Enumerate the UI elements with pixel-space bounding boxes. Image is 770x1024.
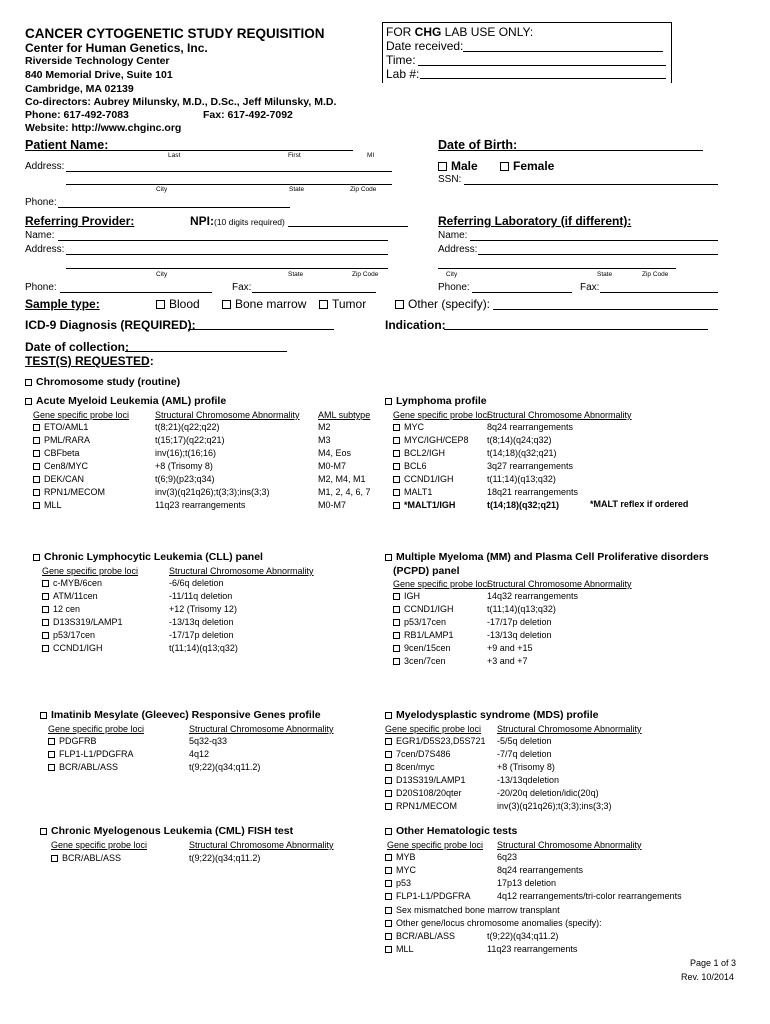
table-cell: 5q32-q33 [189,736,228,746]
probe-checkbox[interactable] [393,437,400,444]
patient-name-field[interactable] [105,150,353,151]
table-cell: -7/7q deletion [497,749,552,759]
aml-header-subtype: AML subtype [318,410,371,420]
lab-address-field-2[interactable] [438,268,676,269]
cll-probe-column [42,577,123,655]
other-heme-abnormality-column-2 [487,930,577,956]
table-cell: t(14;18)(q32;q21) [487,448,557,458]
lab-zip-label: Zip Code [642,271,669,278]
probe-option[interactable]: FLP1-L1/PDGFRA [385,890,471,903]
probe-option[interactable]: FLP1-L1/PDGFRA [48,748,134,761]
tumor-option[interactable]: Tumor [319,297,366,311]
other-heme-option[interactable]: Other Hematologic tests [385,825,517,837]
probe-option[interactable]: PDGFRB [48,735,134,748]
probe-checkbox[interactable] [42,580,49,587]
lab-city-label: City [446,271,458,278]
other-heme-probe-column [385,851,471,903]
probe-option[interactable]: CCND1/IGH [42,642,123,655]
dob-field[interactable] [513,150,703,151]
table-cell: +3 and +7 [487,656,528,666]
probe-checkbox[interactable] [42,632,49,639]
probe-checkbox[interactable] [393,424,400,431]
table-cell: 8q24 rearrangements [487,422,574,432]
table-cell: M1, 2, 4, 6, 7 [318,487,371,497]
mds-checkbox[interactable] [385,712,392,719]
blood-option[interactable]: Blood [156,297,200,311]
address-line1: Riverside Technology Center [25,55,170,67]
address-line2: 840 Memorial Drive, Suite 101 [25,69,173,81]
cll-panel-option[interactable]: Chronic Lymphocytic Leukemia (CLL) panel [33,551,263,563]
other-checkbox[interactable] [395,300,404,309]
provider-state-label: State [288,271,304,278]
ssn-label: SSN: [438,174,462,185]
probe-option[interactable]: BCL2/IGH [393,447,469,460]
probe-checkbox[interactable] [393,476,400,483]
blood-checkbox[interactable] [156,300,165,309]
probe-checkbox[interactable] [385,933,392,940]
date-received-field[interactable] [463,51,663,52]
patient-phone-field[interactable] [58,207,290,208]
mm-panel-option[interactable]: Multiple Myeloma (MM) and Plasma Cell Proliferative disorders [385,551,709,563]
probe-option[interactable]: D13S319/LAMP1 [42,616,123,629]
mi-label: MI [367,152,375,159]
cll-header-abnormality: Structural Chromosome Abnormality [169,566,314,576]
probe-option[interactable]: 9cen/15cen [393,642,454,655]
provider-address-label: Address: [25,244,65,255]
mm-header-abnormality: Structural Chromosome Abnormality [487,579,632,589]
probe-option[interactable]: D13S319/LAMP1 [385,774,486,787]
table-cell: t(11;14)(q13;q32) [169,643,238,653]
provider-phone-label: Phone: [25,282,57,293]
probe-option[interactable]: p53 [385,877,471,890]
probe-option[interactable]: *MALT1/IGH [393,499,469,512]
probe-checkbox[interactable] [393,632,400,639]
icd9-field[interactable] [188,329,334,330]
table-cell: +9 and +15 [487,643,533,653]
other-option[interactable]: Other (specify): [395,297,490,311]
lab-number-field[interactable] [420,78,666,79]
table-cell: t(6;9)(p23;q34) [155,474,215,484]
probe-option[interactable]: ETO/AML1 [33,421,105,434]
mds-header-probe: Gene specific probe loci [385,724,482,734]
lab-number-label: Lab #: [386,67,420,81]
org-name: Center for Human Genetics, Inc. [25,41,208,55]
patient-zip-label: Zip Code [350,186,377,193]
provider-city-label: City [156,271,168,278]
probe-option[interactable]: MLL [33,499,105,512]
cll-header-probe: Gene specific probe loci [42,566,139,576]
table-cell: 11q23 rearrangements [155,500,246,510]
cll-checkbox[interactable] [33,554,40,561]
date-received-label: Date received: [386,39,464,53]
referring-lab-label: Referring Laboratory (if different): [438,214,632,228]
lab-phone-field[interactable] [472,292,572,293]
patient-phone-label: Phone: [25,197,57,208]
table-cell: 6q23 [497,852,518,862]
table-cell: 17p13 deletion [497,878,557,888]
imatinib-profile-option[interactable]: Imatinib Mesylate (Gleevec) Responsive Genes profile [40,709,321,721]
provider-address-field-2[interactable] [66,268,388,269]
probe-option[interactable]: DEK/CAN [33,473,105,486]
co-directors: Co-directors: Aubrey Milunsky, M.D., D.Sc., Jeff Milunsky, M.D. [25,96,337,108]
lymphoma-probe-column [393,421,469,512]
female-checkbox[interactable] [500,162,509,171]
dob-label: Date of Birth: [438,138,518,152]
provider-name-field[interactable] [58,240,388,241]
table-cell: t(8;14)(q24;q32) [487,435,552,445]
table-cell: t(11;14)(q13;q32) [487,604,556,614]
chromosome-study-option[interactable]: Chromosome study (routine) [25,376,180,388]
patient-address-field-2[interactable] [66,184,392,185]
table-cell: M3 [318,435,331,445]
probe-option[interactable]: CCND1/IGH [393,603,454,616]
chromosome-study-checkbox[interactable] [25,379,32,386]
imatinib-header-probe: Gene specific probe loci [48,724,145,734]
indication-label: Indication: [385,318,446,332]
lymphoma-profile-option[interactable]: Lymphoma profile [385,395,487,407]
table-cell: 8q24 rearrangements [497,865,584,875]
table-cell: +8 (Trisomy 8) [155,461,213,471]
table-cell: t(9;22)(q34;q11.2) [487,931,559,941]
probe-option[interactable]: 8cen/myc [385,761,486,774]
patient-state-label: State [289,186,305,193]
lymphoma-checkbox[interactable] [385,398,392,405]
mds-profile-option[interactable]: Myelodysplastic syndrome (MDS) profile [385,709,598,721]
table-cell: inv(16);t(16;16) [155,448,217,458]
table-cell: M0-M7 [318,461,347,471]
probe-checkbox[interactable] [385,738,392,745]
lymphoma-header-probe: Gene specific probe loci [393,410,490,420]
probe-option[interactable]: CCND1/IGH [393,473,469,486]
lab-name-label: Name: [438,230,468,241]
form-title: CANCER CYTOGENETIC STUDY REQUISITION [25,26,325,41]
patient-name-label: Patient Name: [25,138,109,152]
table-cell: 4q12 [189,749,210,759]
probe-option[interactable]: BCR/ABL/ASS [48,761,134,774]
lab-fax-label: Fax: [580,282,600,293]
probe-option[interactable]: ATM/11cen [42,590,123,603]
probe-option[interactable]: D20S108/20qter [385,787,486,800]
other-heme-header-probe: Gene specific probe loci [387,840,484,850]
patient-address-label: Address: [25,161,65,172]
other-gene-checkbox[interactable] [385,920,392,927]
lab-address-field[interactable] [478,254,718,255]
probe-option[interactable]: IGH [393,590,454,603]
cml-checkbox[interactable] [40,828,47,835]
table-cell: t(9;22)(q34;q11.2) [189,762,261,772]
lab-state-label: State [597,271,613,278]
probe-option[interactable]: MLL [385,943,455,956]
probe-option[interactable]: BCR/ABL/ASS [385,930,455,943]
sex-mismatch-checkbox[interactable] [385,907,392,914]
npi-label: NPI:(10 digits required) [190,214,285,228]
male-checkbox[interactable] [438,162,447,171]
probe-checkbox[interactable] [385,867,392,874]
collection-date-field[interactable] [125,351,287,352]
table-cell: t(9;22)(q34;q11.2) [189,853,261,863]
probe-checkbox[interactable] [33,437,40,444]
table-cell: -5/5q deletion [497,736,552,746]
probe-checkbox[interactable] [385,764,392,771]
probe-checkbox[interactable] [33,424,40,431]
table-cell: 11q23 rearrangements [487,944,578,954]
table-cell: M4, Eos [318,448,352,458]
lab-phone-label: Phone: [438,282,470,293]
aml-header-probe: Gene specific probe loci [33,410,130,420]
probe-checkbox[interactable] [393,606,400,613]
lymphoma-abnormality-column [487,421,578,512]
provider-address-field[interactable] [66,254,388,255]
mm-header-probe: Gene specific probe loci [393,579,490,589]
probe-option[interactable]: MYC [385,864,471,877]
probe-option[interactable]: MYC/IGH/CEP8 [393,434,469,447]
collection-date-label: Date of collection: [25,340,130,354]
lymphoma-header-abnormality: Structural Chromosome Abnormality [487,410,632,420]
probe-checkbox[interactable] [385,893,392,900]
table-cell: -20/20q deletion/idic(20q) [497,788,599,798]
cll-abnormality-column [169,577,238,655]
table-cell: +8 (Trisomy 8) [497,762,555,772]
table-cell: M0-M7 [318,500,347,510]
male-option[interactable]: Male [438,159,478,173]
table-cell: -17/17p deletion [169,630,234,640]
probe-checkbox[interactable] [48,751,55,758]
provider-phone-field[interactable] [60,292,212,293]
mds-abnormality-column [497,735,612,813]
other-heme-probe-column-2 [385,930,455,956]
table-cell: M2 [318,422,331,432]
probe-option[interactable]: BCR/ABL/ASS [51,852,121,865]
mm-panel-title-2: (PCPD) panel [393,565,460,577]
probe-checkbox[interactable] [385,777,392,784]
other-gene-option[interactable]: Other gene/locus chromosome anomalies (specify): [385,917,602,930]
table-cell: 4q12 rearrangements/tri-color rearrangements [497,891,682,901]
table-cell: M2, M4, M1 [318,474,366,484]
table-cell: 18q21 rearrangements [487,487,579,497]
probe-checkbox[interactable] [385,880,392,887]
table-cell: -13/13qdeletion [497,775,560,785]
probe-option[interactable]: c-MYB/6cen [42,577,123,590]
probe-option[interactable]: Cen8/MYC [33,460,105,473]
probe-option[interactable]: p53/17cen [393,616,454,629]
provider-name-label: Name: [25,230,55,241]
probe-checkbox[interactable] [393,450,400,457]
probe-checkbox[interactable] [393,619,400,626]
table-cell: -6/6q deletion [169,578,224,588]
time-field[interactable] [418,65,666,66]
aml-profile-option[interactable]: Acute Myeloid Leukemia (AML) profile [25,395,226,407]
probe-checkbox[interactable] [48,764,55,771]
imatinib-abnormality-column [189,735,260,774]
probe-checkbox[interactable] [51,855,58,862]
provider-fax-field[interactable] [252,292,376,293]
provider-zip-label: Zip Code [352,271,379,278]
probe-option[interactable]: RPN1/MECOM [385,800,486,813]
probe-checkbox[interactable] [42,593,49,600]
other-heme-abnormality-column [497,851,682,903]
table-cell: 3q27 rearrangements [487,461,574,471]
patient-city-label: City [156,186,168,193]
table-cell: t(8;21)(q22;q22) [155,422,220,432]
cml-test-option[interactable]: Chronic Myelogenous Leukemia (CML) FISH test [40,825,293,837]
probe-checkbox[interactable] [385,854,392,861]
probe-option[interactable]: 3cen/7cen [393,655,454,668]
probe-checkbox[interactable] [385,790,392,797]
table-cell: inv(3)(q21q26);t(3;3);ins(3;3) [497,801,612,811]
probe-checkbox[interactable] [393,658,400,665]
cml-header-probe: Gene specific probe loci [51,840,148,850]
probe-option[interactable]: MYB [385,851,471,864]
table-cell: -17/17p deletion [487,617,552,627]
probe-checkbox[interactable] [33,463,40,470]
probe-checkbox[interactable] [393,489,400,496]
probe-checkbox[interactable] [33,450,40,457]
patient-address-field[interactable] [66,171,392,172]
other-heme-checkbox[interactable] [385,828,392,835]
probe-checkbox[interactable] [385,803,392,810]
mm-abnormality-column [487,590,578,668]
probe-checkbox[interactable] [393,645,400,652]
probe-checkbox[interactable] [33,489,40,496]
provider-fax-label: Fax: [232,282,252,293]
imatinib-checkbox[interactable] [40,712,47,719]
female-option[interactable]: Female [500,159,554,173]
probe-checkbox[interactable] [385,751,392,758]
sex-mismatch-option[interactable]: Sex mismatched bone marrow transplant [385,904,560,917]
probe-option[interactable]: MYC [393,421,469,434]
probe-option[interactable]: CBFbeta [33,447,105,460]
probe-checkbox[interactable] [385,946,392,953]
table-cell: -11/11q deletion [169,591,233,601]
other-specify-field[interactable] [493,309,718,310]
mm-probe-column [393,590,454,668]
lab-use-title: FOR CHG LAB USE ONLY: [386,25,534,39]
tumor-checkbox[interactable] [319,300,328,309]
malt-reflex-note: *MALT reflex if ordered [590,499,689,509]
probe-option[interactable]: MALT1 [393,486,469,499]
revision: Rev. 10/2014 [681,972,734,982]
probe-checkbox[interactable] [33,502,40,509]
probe-option[interactable]: 12 cen [42,603,123,616]
lab-address-label: Address: [438,244,478,255]
cml-header-abnormality: Structural Chromosome Abnormality [189,840,334,850]
phone-number: Phone: 617-492-7083 [25,109,129,121]
npi-field[interactable] [288,226,408,227]
table-cell: t(11;14)(q13;q32) [487,474,556,484]
table-cell: -13/13q deletion [487,630,552,640]
probe-checkbox[interactable] [33,476,40,483]
table-cell: +12 (Trisomy 12) [169,604,237,614]
aml-checkbox[interactable] [25,398,32,405]
probe-checkbox[interactable] [42,606,49,613]
lab-name-field[interactable] [470,240,718,241]
aml-header-abnormality: Structural Chromosome Abnormality [155,410,300,420]
probe-option[interactable]: BCL6 [393,460,469,473]
probe-option[interactable]: p53/17cen [42,629,123,642]
tests-requested-heading: TEST(S) REQUESTED: [25,354,154,368]
cml-probe-column [51,852,121,865]
indication-field[interactable] [444,329,708,330]
ssn-field[interactable] [464,184,718,185]
probe-checkbox[interactable] [393,463,400,470]
website: Website: http://www.chginc.org [25,122,182,134]
probe-checkbox[interactable] [42,645,49,652]
probe-checkbox[interactable] [42,619,49,626]
probe-checkbox[interactable] [393,502,400,509]
icd9-label: ICD-9 Diagnosis (REQUIRED): [25,318,196,332]
probe-option[interactable]: EGR1/D5S23,D5S721 [385,735,486,748]
time-label: Time: [386,53,416,67]
page-number: Page 1 of 3 [690,958,737,968]
sample-type-label: Sample type: [25,297,100,311]
probe-checkbox[interactable] [393,593,400,600]
aml-abnormality-column [155,421,270,512]
address-city: Cambridge, MA 02139 [25,83,134,95]
mm-checkbox[interactable] [385,554,392,561]
mds-header-abnormality: Structural Chromosome Abnormality [497,724,642,734]
fax-number: Fax: 617-492-7092 [203,109,293,121]
table-cell: t(14;18)(q32;q21) [487,500,560,510]
aml-probe-column [33,421,105,512]
table-cell: t(15;17)(q22;q21) [155,435,225,445]
lab-fax-field[interactable] [600,292,718,293]
cml-abnormality-column [189,852,260,865]
probe-checkbox[interactable] [48,738,55,745]
probe-option[interactable]: PML/RARA [33,434,105,447]
table-cell: 14q32 rearrangements [487,591,579,601]
table-cell: inv(3)(q21q26);t(3;3);ins(3;3) [155,487,270,497]
imatinib-header-abnormality: Structural Chromosome Abnormality [189,724,334,734]
bone-marrow-checkbox[interactable] [222,300,231,309]
imatinib-probe-column [48,735,134,774]
other-heme-header-abnormality: Structural Chromosome Abnormality [497,840,642,850]
bone-marrow-option[interactable]: Bone marrow [222,297,306,311]
probe-option[interactable]: RB1/LAMP1 [393,629,454,642]
referring-provider-label: Referring Provider: [25,214,135,228]
table-cell: -13/13q deletion [169,617,234,627]
mds-probe-column [385,735,486,813]
probe-option[interactable]: RPN1/MECOM [33,486,105,499]
last-label: Last [168,152,181,159]
first-label: First [288,152,301,159]
probe-option[interactable]: 7cen/D7S486 [385,748,486,761]
aml-subtype-column [318,421,371,512]
